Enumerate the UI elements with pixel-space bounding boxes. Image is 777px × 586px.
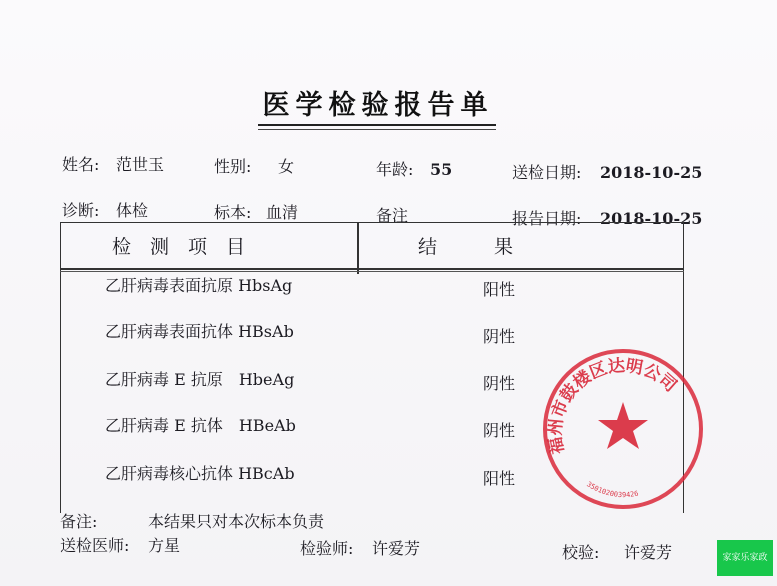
doctor-name: 方星 xyxy=(148,536,181,555)
title-underline xyxy=(258,124,496,126)
table-row-result: 阳性 xyxy=(483,280,516,299)
company-seal xyxy=(538,344,708,514)
table-row-result: 阳性 xyxy=(483,469,516,488)
patient-sex: 女 xyxy=(278,157,295,176)
watermark-logo: 家家乐家政 xyxy=(717,540,773,576)
table-row-item: 乙肝病毒 E 抗原 HbeAg xyxy=(105,370,295,389)
table-row-result: 阴性 xyxy=(483,374,516,393)
table-header-rule xyxy=(60,268,684,270)
footer-remark-label: 备注: xyxy=(60,512,98,531)
checker-label: 校验: xyxy=(562,543,600,562)
submit-date-label: 送检日期: xyxy=(512,163,582,182)
table-header-rule-thin xyxy=(60,271,684,272)
seal-text: 福州市鼓楼区达明公司 xyxy=(545,355,681,456)
age-label: 年龄: xyxy=(376,160,414,179)
sex-label: 性别: xyxy=(214,157,252,176)
table-row-item: 乙肝病毒表面抗原 HbsAg xyxy=(105,276,293,295)
title-underline-thin xyxy=(258,129,496,130)
column-header-result: 结 果 xyxy=(418,236,514,258)
table-row-result: 阴性 xyxy=(483,327,516,346)
table-row-item: 乙肝病毒核心抗体 HBcAb xyxy=(105,464,295,483)
diagnosis: 体检 xyxy=(116,201,149,220)
patient-name: 范世玉 xyxy=(116,155,165,174)
table-row-item: 乙肝病毒表面抗体 HBsAb xyxy=(105,322,294,341)
svg-text:3501020039426 xyxy=(585,480,639,499)
table-row-item: 乙肝病毒 E 抗体 HBeAb xyxy=(105,416,296,435)
report-title: 医学检验报告单 xyxy=(262,90,494,121)
column-header-item: 检 测 项 目 xyxy=(112,236,246,258)
seal-number: 3501020039426 xyxy=(585,480,640,500)
specimen: 血清 xyxy=(266,203,299,222)
table-column-separator xyxy=(357,222,359,274)
table-row-result: 阴性 xyxy=(483,421,516,440)
tester-name: 许爱芳 xyxy=(372,539,421,558)
specimen-label: 标本: xyxy=(214,203,252,222)
checker-name: 许爱芳 xyxy=(624,543,673,562)
report-date-label: 报告日期: xyxy=(512,209,582,228)
remark-header-label: 备注 xyxy=(376,206,409,225)
doctor-label: 送检医师: xyxy=(60,536,130,555)
footer-remark-text: 本结果只对本次标本负责 xyxy=(148,512,325,531)
report-date: 2018-10-25 xyxy=(600,209,703,228)
diagnosis-label: 诊断: xyxy=(62,201,100,220)
name-label: 姓名: xyxy=(62,155,100,174)
patient-age: 55 xyxy=(430,160,453,179)
tester-label: 检验师: xyxy=(300,539,354,558)
submit-date: 2018-10-25 xyxy=(600,163,703,182)
